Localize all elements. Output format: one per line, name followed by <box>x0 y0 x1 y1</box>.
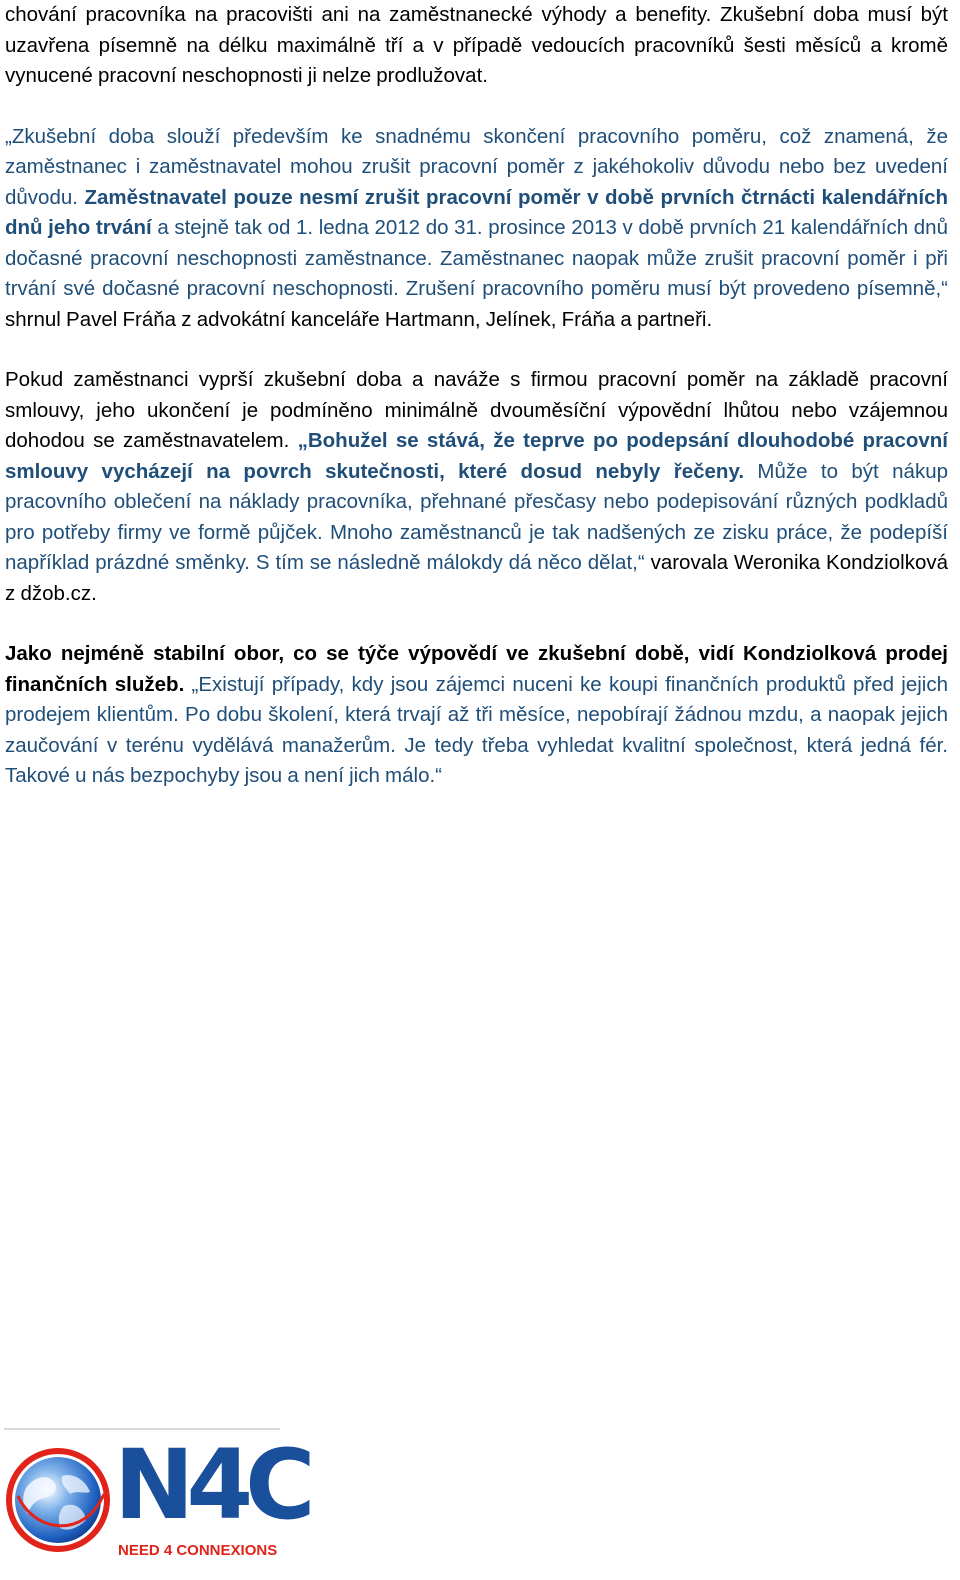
paragraph-1 <box>5 0 948 92</box>
logo-tagline: NEED 4 CONNEXIONS <box>118 1542 278 1559</box>
text-run: chování pracovníka na pracovišti ani na zaměstnanecké výhody a benefity. Zkušební doba musí být uzavřena písemně na délku maximálně tří a v případě vedoucích pracovníků šesti měsíců a kromě vynucené pracovní neschopnosti ji nelze prodlužovat. <box>5 3 948 87</box>
quote-run: a stejně tak od 1. ledna 2012 do 31. prosince 2013 v době prvních 21 kalendářních dnů dočasné pracovní neschopnosti zaměstnance. Zaměstnanec naopak může zrušit pracovní poměr i při trvání své dočasné pracovní neschopnosti. Zrušení pracovního poměru musí být provedeno písemně,“ <box>5 216 948 300</box>
paragraph-4 <box>5 639 948 792</box>
bold-lead-run: Jako nejméně stabilní obor, co se týče výpovědí ve zkušební době, vidí Kondziolková prodej finančních služeb. <box>5 642 948 696</box>
quote-run: „Zkušební doba slouží především ke snadnému skončení pracovního poměru, což znamená, že zaměstnanec i zaměstnavatel mohou zrušit pracovní poměr z jakéhokoliv důvodu nebo bez uvedení důvodu. <box>5 124 948 209</box>
quote-run: Může to být nákup pracovního oblečení na náklady pracovníka, přehnané přesčasy nebo podepisování různých podkladů pro potřeby firmy ve formě půjček. Mnoho zaměstnanců je tak nadšených ze zisku práce, že podepíší například prázdné směnky. S tím se následně málokdy dá něco dělat,“ <box>5 459 948 574</box>
globe-icon <box>4 1436 112 1564</box>
text-run: Pokud zaměstnanci vyprší zkušební doba a naváže s firmou pracovní poměr na základě pracovní smlouvy, jeho ukončení je podmíněno minimálně dvouměsíční výpovědní lhůtou nebo vzájemnou dohodou se zaměstnavatelem. <box>5 368 948 452</box>
document-body <box>5 0 948 822</box>
quote-bold-run: „Bohužel se stává, že teprve po podepsání dlouhodobé pracovní smlouvy vycházejí na povrch skutečnosti, které dosud nebyly řečeny. <box>5 429 948 483</box>
paragraph-2 <box>5 122 948 336</box>
paragraph-3 <box>5 365 948 609</box>
attribution-run: shrnul Pavel Fráňa z advokátní kanceláře Hartmann, Jelínek, Fráňa a partneři. <box>5 307 713 331</box>
n4c-logo <box>4 1428 308 1568</box>
attribution-run: varovala Weronika Kondziolková z džob.cz. <box>5 551 948 605</box>
logo-wordmark: N4C <box>114 1429 308 1541</box>
quote-run: „Existují případy, kdy jsou zájemci nuceni ke koupi finančních produktů před jejich prodejem klientům. Po dobu školení, která trvají až tři měsíce, nepobírají žádnou mzdu, a naopak jejich zaučování v terénu vydělává manažerům. Je tedy třeba vyhledat kvalitní společnost, která jedná fér. Takové u nás bezpochyby jsou a není jich málo.“ <box>5 672 948 787</box>
quote-bold-run: Zaměstnavatel pouze nesmí zrušit pracovní poměr v době prvních čtrnácti kalendářních dnů jeho trvání <box>5 185 948 239</box>
